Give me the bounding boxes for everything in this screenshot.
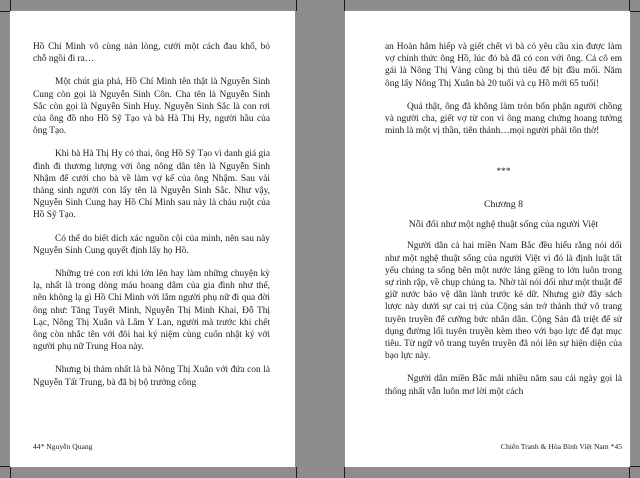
right-paragraph: Người dân miền Bắc mãi nhiều năm sau cái ngày gọi là thống nhất vẫn luôn mơ lời một cách (385, 374, 622, 397)
right-paragraph: Người dân cả hai miền Nam Bắc đều hiểu rằng nói dối như một nghệ thuật sống của người Việt vì đó là định luật tất yếu chúng ta sống bên một nước láng giềng to lớn luôn trong sự rình rập, về chụp chúng ta. Nhờ tài nói dối như một thuật để giữ nước bảo vệ dân lành trước kẻ dữ. Nhưng giờ đây sách lược này dưới sự cai trị của Cộng sản trở thành thứ vô trang tuyên truyền để cưỡng bức nhân dân. Cộng Sản đã triệt để sử dụng đường lối tuyên truyền kèm theo với bạo lực để đạt mục tiêu. Từ ngữ vô trang tuyên truyền đã nói lên sự hiện diện của bạo lực này. (385, 241, 622, 362)
left-page (10, 11, 295, 467)
section-separator: *** (496, 167, 511, 178)
left-paragraph: Những trẻ con rơi khi lớn lên hay làm những chuyện kỳ lạ, nhất là trong dòng máu hoang dâm của gia đình như thế, nên không lạ gì Hồ Chí Minh với lắm người phụ nữ đi qua đời ông như: Tăng Tuyết Minh, Nguyễn Thị Minh Khai, Đỗ Thị Lạc, Nông Thị Xuân và Lâm Y Lan, người mà trước khi chết ông còn nhắc tên với đôi hai ký niệm cùng cuốn nhật ký với người phụ nữ Trung Hoa này. (33, 269, 270, 353)
crop-mark (10, 0, 11, 11)
left-paragraph: Hồ Chí Minh vô cùng nàn lòng, cưới một cách đau khổ, bỏ chỗ ngồi đi ra… (33, 42, 270, 65)
crop-mark (630, 11, 640, 12)
crop-mark (0, 11, 10, 12)
left-page-footer: 44* Nguyễn Quang (33, 442, 93, 451)
left-page-text (33, 41, 270, 389)
chapter-title: Nỗi đối như một nghệ thuật sống của người Việt (408, 219, 599, 231)
right-paragraph: an Hoàn hãm hiếp và giết chết vì bà có yêu cầu xin được làm vợ chính thức ông Hồ, lúc đó bà đã có con với ông. Cả cô em gái là Nông Thị Vàng cũng bị thủ tiêu để bịt đầu mối. Năm ông lấy Nông Thị Xuân bà 20 tuổi và cụ Hồ mới 65 tuổi! (385, 42, 622, 89)
crop-mark (296, 467, 297, 478)
left-paragraph: Có thể do biết dích xác nguồn cội của mình, nên sau này Nguyễn Sinh Cung quyết định lấy họ Hồ. (33, 233, 270, 256)
left-paragraph: Một chút gia phả, Hồ Chí Minh tên thật là Nguyễn Sinh Cung còn gọi là Nguyễn Sinh Côn. Cha tên là Nguyễn Sinh Sắc còn gọi là Nguyễn Sinh Huy. Nguyễn Sinh Sắc là con rơi của ông đồ nho Hồ Sỹ Tạo và bà Hà Thị Hy, người hầu của ông Tạo. (33, 77, 270, 137)
crop-mark (344, 0, 345, 11)
crop-mark (344, 467, 345, 478)
crop-mark (629, 467, 630, 478)
left-paragraph: Nhưng bị thảm nhất là bà Nông Thị Xuân với đứa con là Nguyễn Tất Trung, bà đã bị bộ trưởng công (33, 365, 270, 388)
right-page-text (385, 41, 622, 398)
crop-mark (0, 466, 10, 467)
crop-mark (10, 467, 11, 478)
crop-mark (629, 0, 630, 11)
crop-mark (296, 0, 297, 11)
left-paragraph: Khi bà Hà Thị Hy có thai, ông Hồ Sỹ Tạo vì danh giá gia đình đi thương lượng với ông nông dân tên là Nguyễn Sinh Nhậm để cưới cho bà về làm vợ kế của ông Nhậm. Sau vài tháng sinh người con lấy tên là Nguyễn Sinh Sắc. Như vậy, Nguyễn Sinh Cung hay Hồ Chí Minh sau này là cháu ruột của Hồ Sỹ Tạo. (33, 149, 270, 221)
right-paragraph: Quả thật, ông đã không làm tròn bổn phận người chồng và người cha, giết vợ từ con vì ông mang chứng hoang tưởng mình là một vị thần, tiên thánh…mọi người phải tôn thờ! (385, 101, 622, 137)
chapter-number: Chương 8 (483, 199, 524, 211)
right-page (345, 11, 630, 467)
crop-mark (630, 466, 640, 467)
right-page-footer: Chiến Tranh & Hòa Bình Việt Nam *45 (500, 442, 622, 451)
